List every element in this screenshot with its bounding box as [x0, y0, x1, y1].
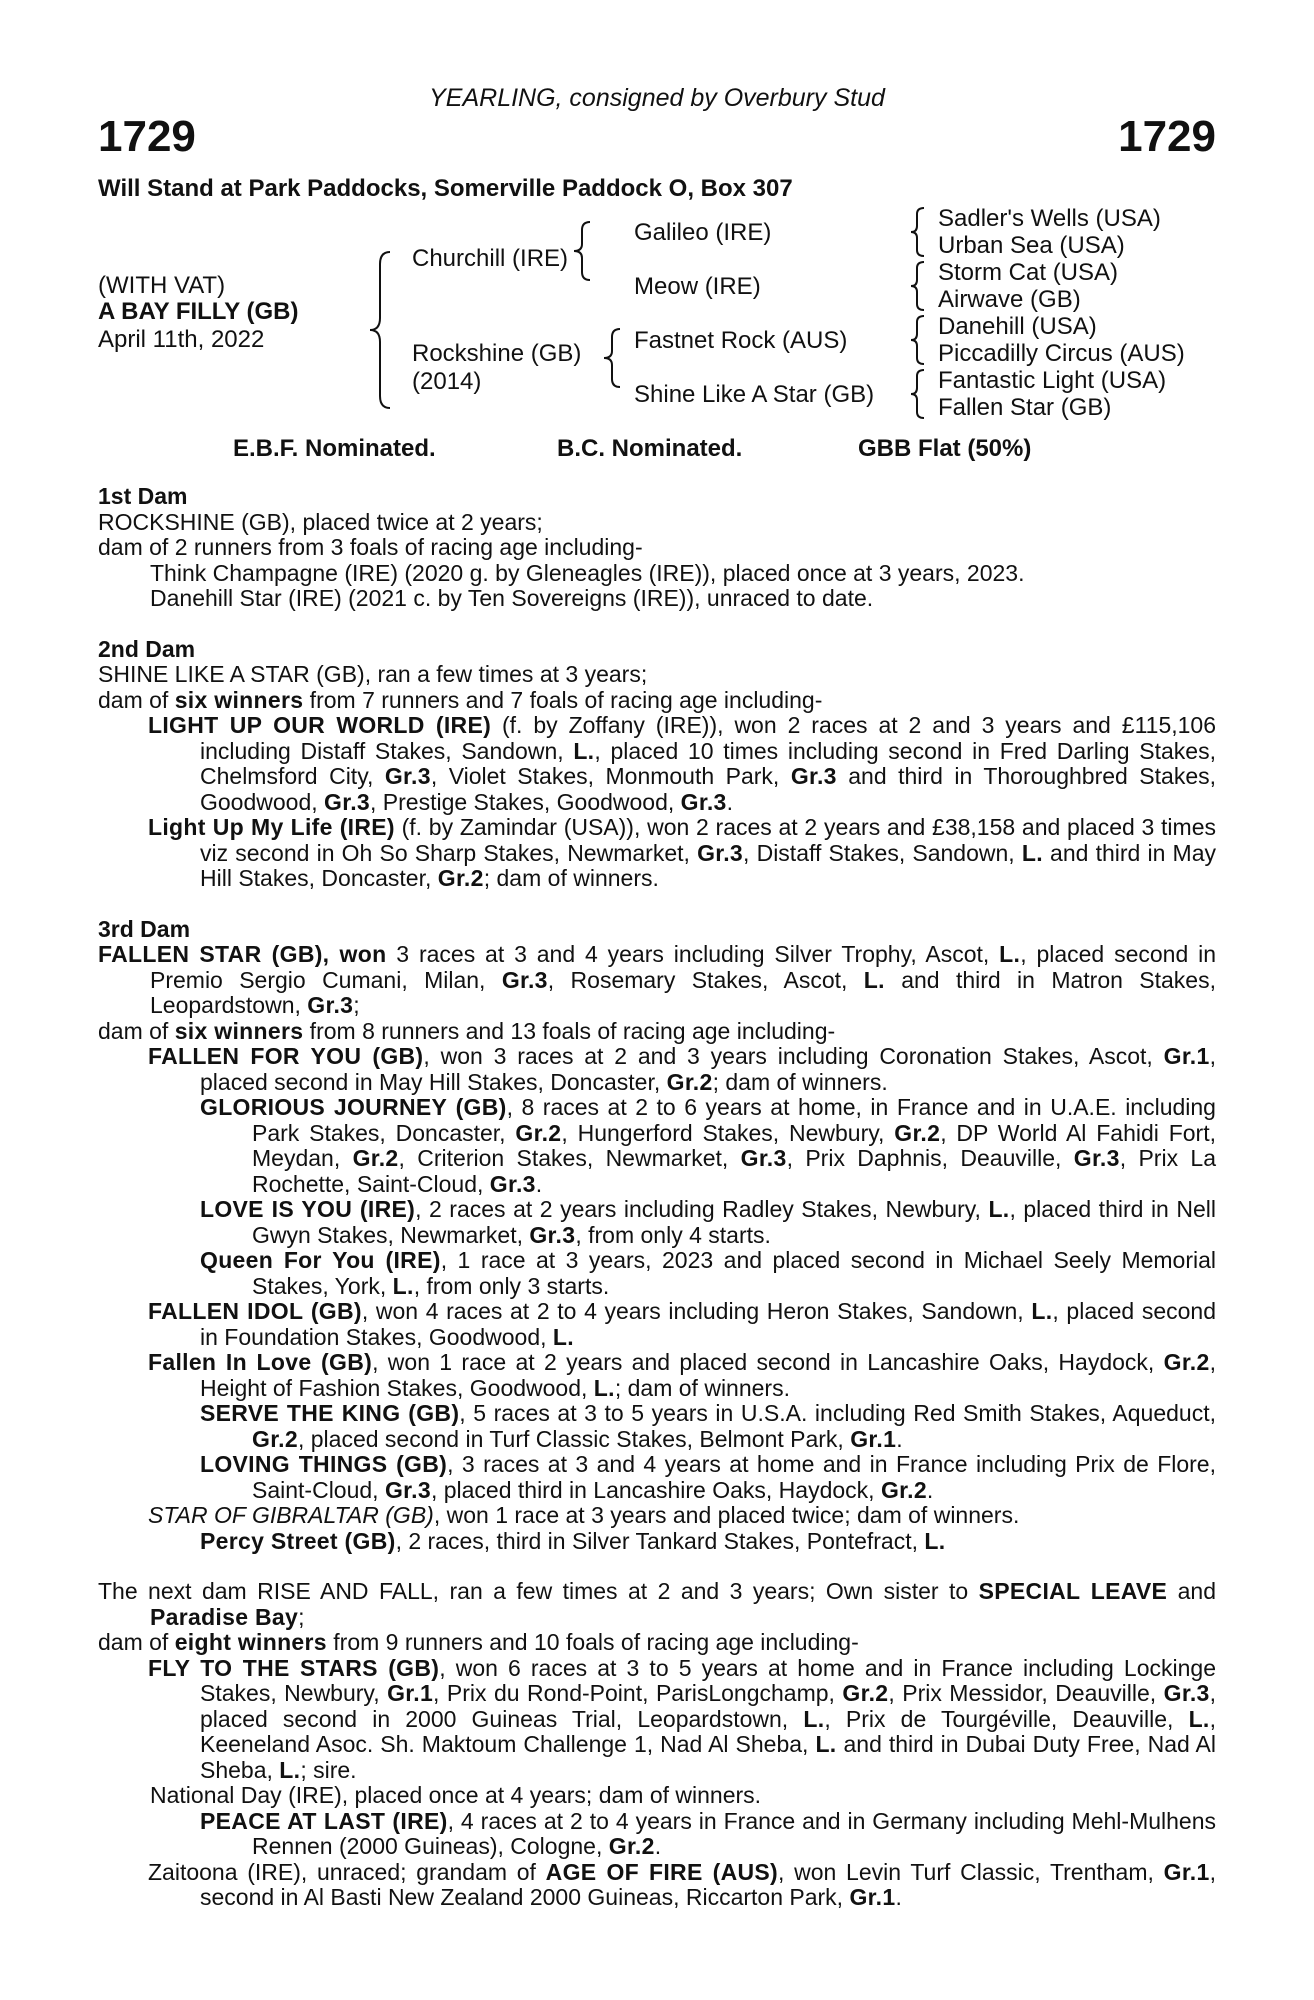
produce-item: National Day (IRE), placed once at 4 years; dam of winners. — [150, 1782, 762, 1808]
produce-item: Zaitoona (IRE), unraced; grandam of AGE OF FIRE (AUS), won Levin Turf Classic, Trentham, Gr.1, second in Al Basti New Zealand 2000 Guineas, Riccarton Park, Gr.1. — [148, 1858, 1216, 1910]
first-dam-line: ROCKSHINE (GB), placed twice at 2 years; — [98, 508, 543, 535]
ds-dam: Piccadilly Circus (AUS) — [938, 340, 1185, 367]
dam-name: Rockshine (GB) — [412, 340, 582, 367]
produce-item: FALLEN IDOL (GB), won 4 races at 2 to 4 years including Heron Stakes, Sandown, L., placed second in Foundation Stakes, Goodwood, L. — [148, 1298, 1216, 1350]
sire-sire: Galileo (IRE) — [634, 219, 772, 246]
ds-sire: Danehill (USA) — [938, 313, 1097, 340]
next-dam-line: The next dam RISE AND FALL, ran a few times at 2 and 3 years; Own sister to SPECIAL LEAVE and Paradise Bay; — [98, 1578, 1217, 1630]
produce-item: FALLEN FOR YOU (GB), won 3 races at 2 and 3 years including Coronation Stakes, Ascot, Gr.1, placed second in May Hill Stakes, Doncaster, Gr.2; dam of winners. — [148, 1043, 1216, 1095]
ss-dam: Urban Sea (USA) — [938, 232, 1125, 259]
sd-sire: Storm Cat (USA) — [938, 259, 1119, 286]
stand-location: Will Stand at Park Paddocks, Somerville Paddock O, Box 307 — [98, 175, 793, 202]
ss-sire: Sadler's Wells (USA) — [938, 205, 1161, 232]
produce-item: Fallen In Love (GB), won 1 race at 2 years and placed second in Lancashire Oaks, Haydock, Gr.2, Height of Fashion Stakes, Goodwood, L.; dam of winners. — [148, 1349, 1216, 1401]
ds-brace-icon — [910, 314, 928, 366]
third-dam-produce-line: dam of six winners from 8 runners and 13 foals of racing age including- — [98, 1017, 836, 1044]
gbb-nomination: GBB Flat (50%) — [858, 435, 1032, 462]
produce-item: SERVE THE KING (GB), 5 races at 3 to 5 years in U.S.A. including Red Smith Stakes, Aqueduct, Gr.2, placed second in Turf Classic Stakes, Belmont Park, Gr.1. — [200, 1400, 1216, 1452]
ebf-nomination: E.B.F. Nominated. — [233, 435, 436, 462]
first-dam-produce-line: dam of 2 runners from 3 foals of racing age including- — [98, 534, 643, 560]
dam-sire: Fastnet Rock (AUS) — [634, 327, 848, 354]
produce-item: FLY TO THE STARS (GB), won 6 races at 3 to 5 years at home and in France including Lockinge Stakes, Newbury, Gr.1, Prix du Rond-Point, ParisLongchamp, Gr.2, Prix Messidor, Deauville, Gr.3, placed second in 2000 Guineas Trial, Leopardstown, L., Prix de Tourgéville, Deauville, L., Keeneland Asoc. Sh. Maktoum Challenge 1, Nad Al Sheba, L. and third in Dubai Duty Free, Nad Al Sheba, L.; sire. — [148, 1654, 1217, 1783]
sire-name: Churchill (IRE) — [412, 245, 569, 272]
sd-brace-icon — [910, 260, 928, 312]
produce-item: LOVE IS YOU (IRE), 2 races at 2 years including Radley Stakes, Newbury, L., placed third in Nell Gwyn Stakes, Newmarket, Gr.3, from only 4 starts. — [200, 1196, 1216, 1248]
dam-brace-icon — [602, 327, 626, 389]
produce-item: Danehill Star (IRE) (2021 c. by Ten Sovereigns (IRE)), unraced to date. — [150, 585, 874, 611]
lot-number-right: 1729 — [1118, 112, 1216, 161]
third-dam-line: FALLEN STAR (GB), won 3 races at 3 and 4 years including Silver Trophy, Ascot, L., placed second in Premio Sergio Cumani, Milan, Gr.3, Rosemary Stakes, Ascot, L. and third in Matron Stakes, Leopardstown, Gr.3; — [98, 941, 1217, 1018]
sire-dam: Meow (IRE) — [634, 273, 761, 300]
dam-year: (2014) — [412, 368, 482, 395]
vat-note: (WITH VAT) — [98, 272, 226, 299]
second-dam-line: SHINE LIKE A STAR (GB), ran a few times at 3 years; — [98, 661, 648, 687]
lot-number-left: 1729 — [98, 112, 196, 161]
dd-brace-icon — [910, 368, 928, 420]
foaling-date: April 11th, 2022 — [98, 326, 265, 353]
dd-sire: Fantastic Light (USA) — [938, 367, 1167, 394]
bc-nomination: B.C. Nominated. — [557, 435, 743, 462]
produce-item: LOVING THINGS (GB), 3 races at 3 and 4 years at home and in France including Prix de Flore, Saint-Cloud, Gr.3, placed third in Lancashire Oaks, Haydock, Gr.2. — [200, 1451, 1216, 1503]
third-dam-heading: 3rd Dam — [98, 915, 191, 942]
sd-dam: Airwave (GB) — [938, 286, 1081, 313]
first-dam-heading: 1st Dam — [98, 483, 188, 509]
next-dam-produce-line: dam of eight winners from 9 runners and 10 foals of racing age including- — [98, 1629, 859, 1655]
sire-brace-icon — [572, 220, 596, 282]
dam-dam: Shine Like A Star (GB) — [634, 381, 875, 408]
produce-item: Light Up My Life (IRE) (f. by Zamindar (USA)), won 2 races at 2 years and £38,158 and placed 3 times viz second in Oh So Sharp Stakes, Newmarket, Gr.3, Distaff Stakes, Sandown, L. and third in May Hill Stakes, Doncaster, Gr.2; dam of winners. — [148, 814, 1217, 891]
second-dam-produce-line: dam of six winners from 7 runners and 7 foals of racing age including- — [98, 686, 823, 713]
produce-item: STAR OF GIBRALTAR (GB), won 1 race at 3 years and placed twice; dam of winners. — [148, 1502, 1020, 1528]
main-brace-icon — [368, 250, 398, 410]
second-dam-heading: 2nd Dam — [98, 635, 196, 662]
produce-item: Percy Street (GB), 2 races, third in Silver Tankard Stakes, Pontefract, L. — [200, 1527, 946, 1554]
catalogue-body — [98, 484, 1216, 1911]
horse-name: A BAY FILLY (GB) — [98, 298, 299, 325]
produce-item: GLORIOUS JOURNEY (GB), 8 races at 2 to 6 years at home, in France and in U.A.E. including Park Stakes, Doncaster, Gr.2, Hungerford Stakes, Newbury, Gr.2, DP World Al Fahidi Fort, Meydan, Gr.2, Criterion Stakes, Newmarket, Gr.3, Prix Daphnis, Deauville, Gr.3, Prix La Rochette, Saint-Cloud, Gr.3. — [200, 1094, 1216, 1197]
produce-item: PEACE AT LAST (IRE), 4 races at 2 to 4 years in France and in Germany including Mehl-Mulhens Rennen (2000 Guineas), Cologne, Gr.2. — [200, 1807, 1217, 1859]
produce-item: LIGHT UP OUR WORLD (IRE) (f. by Zoffany (IRE)), won 2 races at 2 and 3 years and £115,106 including Distaff Stakes, Sandown, L., placed 10 times including second in Fred Darling Stakes, Chelmsford City, Gr.3, Violet Stakes, Monmouth Park, Gr.3 and third in Thoroughbred Stakes, Goodwood, Gr.3, Prestige Stakes, Goodwood, Gr.3. — [148, 712, 1216, 815]
produce-item: Think Champagne (IRE) (2020 g. by Gleneagles (IRE)), placed once at 3 years, 2023. — [150, 559, 1025, 586]
ss-brace-icon — [910, 206, 928, 258]
consignment-line: YEARLING, consigned by Overbury Stud — [429, 84, 885, 112]
dd-dam: Fallen Star (GB) — [938, 394, 1112, 421]
produce-item: Queen For You (IRE), 1 race at 3 years, 2023 and placed second in Michael Seely Memorial Stakes, York, L., from only 3 starts. — [200, 1247, 1217, 1299]
